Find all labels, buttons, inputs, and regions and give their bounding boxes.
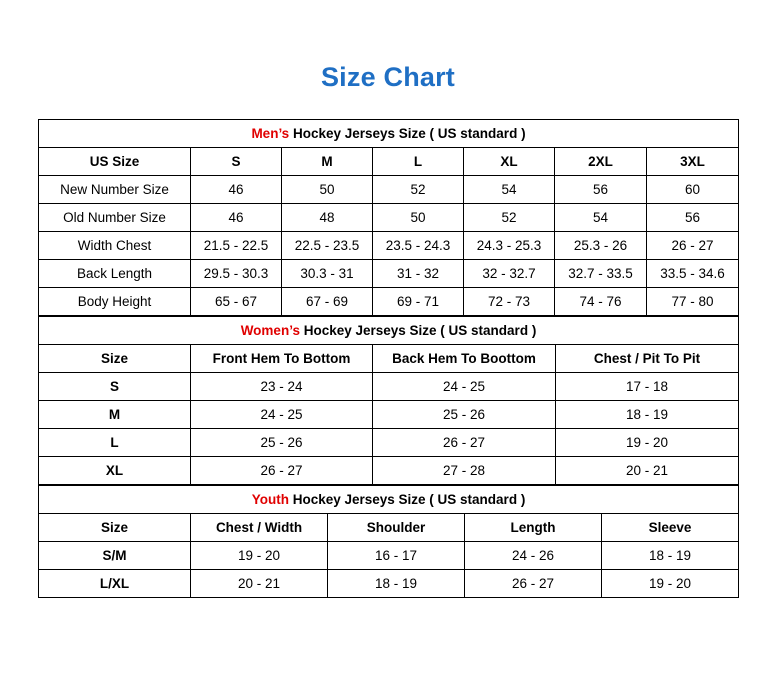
mens-row-4-cell-3: 72 - 73 [464, 288, 555, 316]
youth-row-0-cell-1: 16 - 17 [328, 542, 465, 570]
table-row [39, 260, 739, 288]
womens-col-3: Chest / Pit To Pit [556, 345, 739, 373]
mens-row-2-cell-0: 21.5 - 22.5 [191, 232, 282, 260]
mens-row-2-label: Width Chest [39, 232, 191, 260]
table-row [39, 176, 739, 204]
table-row [39, 204, 739, 232]
mens-row-3-cell-5: 33.5 - 34.6 [647, 260, 739, 288]
womens-row-3-label: XL [39, 457, 191, 485]
mens-col-5: 2XL [555, 148, 647, 176]
mens-row-4-cell-1: 67 - 69 [282, 288, 373, 316]
youth-row-0-cell-2: 24 - 26 [465, 542, 602, 570]
womens-row-1-label: M [39, 401, 191, 429]
table-section-header-row [39, 486, 739, 514]
mens-row-0-cell-2: 52 [373, 176, 464, 204]
youth-section-heading [39, 486, 739, 514]
youth-row-1-cell-3: 19 - 20 [602, 570, 739, 598]
mens-row-3-label: Back Length [39, 260, 191, 288]
mens-row-0-cell-3: 54 [464, 176, 555, 204]
mens-row-4-label: Body Height [39, 288, 191, 316]
mens-row-0-cell-5: 60 [647, 176, 739, 204]
youth-section-heading-accent: Youth [251, 492, 289, 507]
mens-row-4-cell-0: 65 - 67 [191, 288, 282, 316]
womens-col-2: Back Hem To Boottom [373, 345, 556, 373]
table-header-row [39, 514, 739, 542]
mens-col-2: M [282, 148, 373, 176]
mens-row-3-cell-1: 30.3 - 31 [282, 260, 373, 288]
womens-row-0-cell-2: 17 - 18 [556, 373, 739, 401]
youth-row-1-cell-2: 26 - 27 [465, 570, 602, 598]
mens-row-0-cell-4: 56 [555, 176, 647, 204]
mens-row-3-cell-4: 32.7 - 33.5 [555, 260, 647, 288]
youth-col-3: Length [465, 514, 602, 542]
mens-row-4-cell-5: 77 - 80 [647, 288, 739, 316]
womens-row-2-label: L [39, 429, 191, 457]
size-chart-tables [38, 119, 738, 598]
mens-row-1-cell-0: 46 [191, 204, 282, 232]
mens-row-1-label: Old Number Size [39, 204, 191, 232]
mens-row-0-cell-1: 50 [282, 176, 373, 204]
mens-row-2-cell-3: 24.3 - 25.3 [464, 232, 555, 260]
mens-row-0-label: New Number Size [39, 176, 191, 204]
womens-row-1-cell-0: 24 - 25 [191, 401, 373, 429]
table-header-row [39, 148, 739, 176]
mens-row-2-cell-1: 22.5 - 23.5 [282, 232, 373, 260]
womens-row-2-cell-2: 19 - 20 [556, 429, 739, 457]
table-row [39, 570, 739, 598]
table-row [39, 232, 739, 260]
table-row [39, 373, 739, 401]
mens-row-2-cell-4: 25.3 - 26 [555, 232, 647, 260]
womens-col-1: Front Hem To Bottom [191, 345, 373, 373]
mens-row-4-cell-2: 69 - 71 [373, 288, 464, 316]
table-row [39, 542, 739, 570]
mens-section-heading-accent: Men’s [251, 126, 290, 141]
page-title: Size Chart [320, 62, 456, 92]
womens-col-0: Size [39, 345, 191, 373]
mens-row-3-cell-0: 29.5 - 30.3 [191, 260, 282, 288]
womens-row-1-cell-2: 18 - 19 [556, 401, 739, 429]
mens-section-heading [39, 120, 739, 148]
mens-row-2-cell-5: 26 - 27 [647, 232, 739, 260]
womens-row-0-cell-0: 23 - 24 [191, 373, 373, 401]
womens-row-3-cell-2: 20 - 21 [556, 457, 739, 485]
mens-col-4: XL [464, 148, 555, 176]
youth-row-0-cell-3: 18 - 19 [602, 542, 739, 570]
mens-section-heading-rest: Hockey Jerseys Size ( US standard ) [289, 126, 526, 141]
youth-row-0-label: S/M [39, 542, 191, 570]
mens-row-1-cell-2: 50 [373, 204, 464, 232]
womens-section-heading-rest: Hockey Jerseys Size ( US standard ) [299, 323, 537, 338]
youth-col-2: Shoulder [328, 514, 465, 542]
womens-section-heading-accent: Women’s [240, 323, 300, 338]
womens-row-3-cell-1: 27 - 28 [373, 457, 556, 485]
womens-section-heading [39, 317, 739, 345]
youth-col-1: Chest / Width [191, 514, 328, 542]
youth-row-1-label: L/XL [39, 570, 191, 598]
mens-row-2-cell-2: 23.5 - 24.3 [373, 232, 464, 260]
womens-row-0-cell-1: 24 - 25 [373, 373, 556, 401]
womens-row-1-cell-1: 25 - 26 [373, 401, 556, 429]
table-section-header-row [39, 120, 739, 148]
youth-col-4: Sleeve [602, 514, 739, 542]
table-row [39, 401, 739, 429]
mens-col-3: L [373, 148, 464, 176]
womens-row-2-cell-0: 25 - 26 [191, 429, 373, 457]
mens-row-1-cell-4: 54 [555, 204, 647, 232]
table-row [39, 288, 739, 316]
mens-row-0-cell-0: 46 [191, 176, 282, 204]
womens-row-0-label: S [39, 373, 191, 401]
mens-row-3-cell-2: 31 - 32 [373, 260, 464, 288]
mens-col-1: S [191, 148, 282, 176]
womens-row-2-cell-1: 26 - 27 [373, 429, 556, 457]
mens-col-0: US Size [39, 148, 191, 176]
mens-row-3-cell-3: 32 - 32.7 [464, 260, 555, 288]
youth-row-0-cell-0: 19 - 20 [191, 542, 328, 570]
youth-col-0: Size [39, 514, 191, 542]
mens-row-1-cell-3: 52 [464, 204, 555, 232]
mens-row-4-cell-4: 74 - 76 [555, 288, 647, 316]
table-section-header-row [39, 317, 739, 345]
table-row [39, 429, 739, 457]
youth-section-heading-rest: Hockey Jerseys Size ( US standard ) [288, 492, 526, 507]
youth-size-table [38, 485, 739, 598]
youth-row-1-cell-1: 18 - 19 [328, 570, 465, 598]
mens-size-table [38, 119, 739, 316]
youth-row-1-cell-0: 20 - 21 [191, 570, 328, 598]
mens-col-6: 3XL [647, 148, 739, 176]
table-row [39, 457, 739, 485]
table-header-row [39, 345, 739, 373]
mens-row-1-cell-5: 56 [647, 204, 739, 232]
mens-row-1-cell-1: 48 [282, 204, 373, 232]
womens-size-table [38, 316, 739, 485]
womens-row-3-cell-0: 26 - 27 [191, 457, 373, 485]
